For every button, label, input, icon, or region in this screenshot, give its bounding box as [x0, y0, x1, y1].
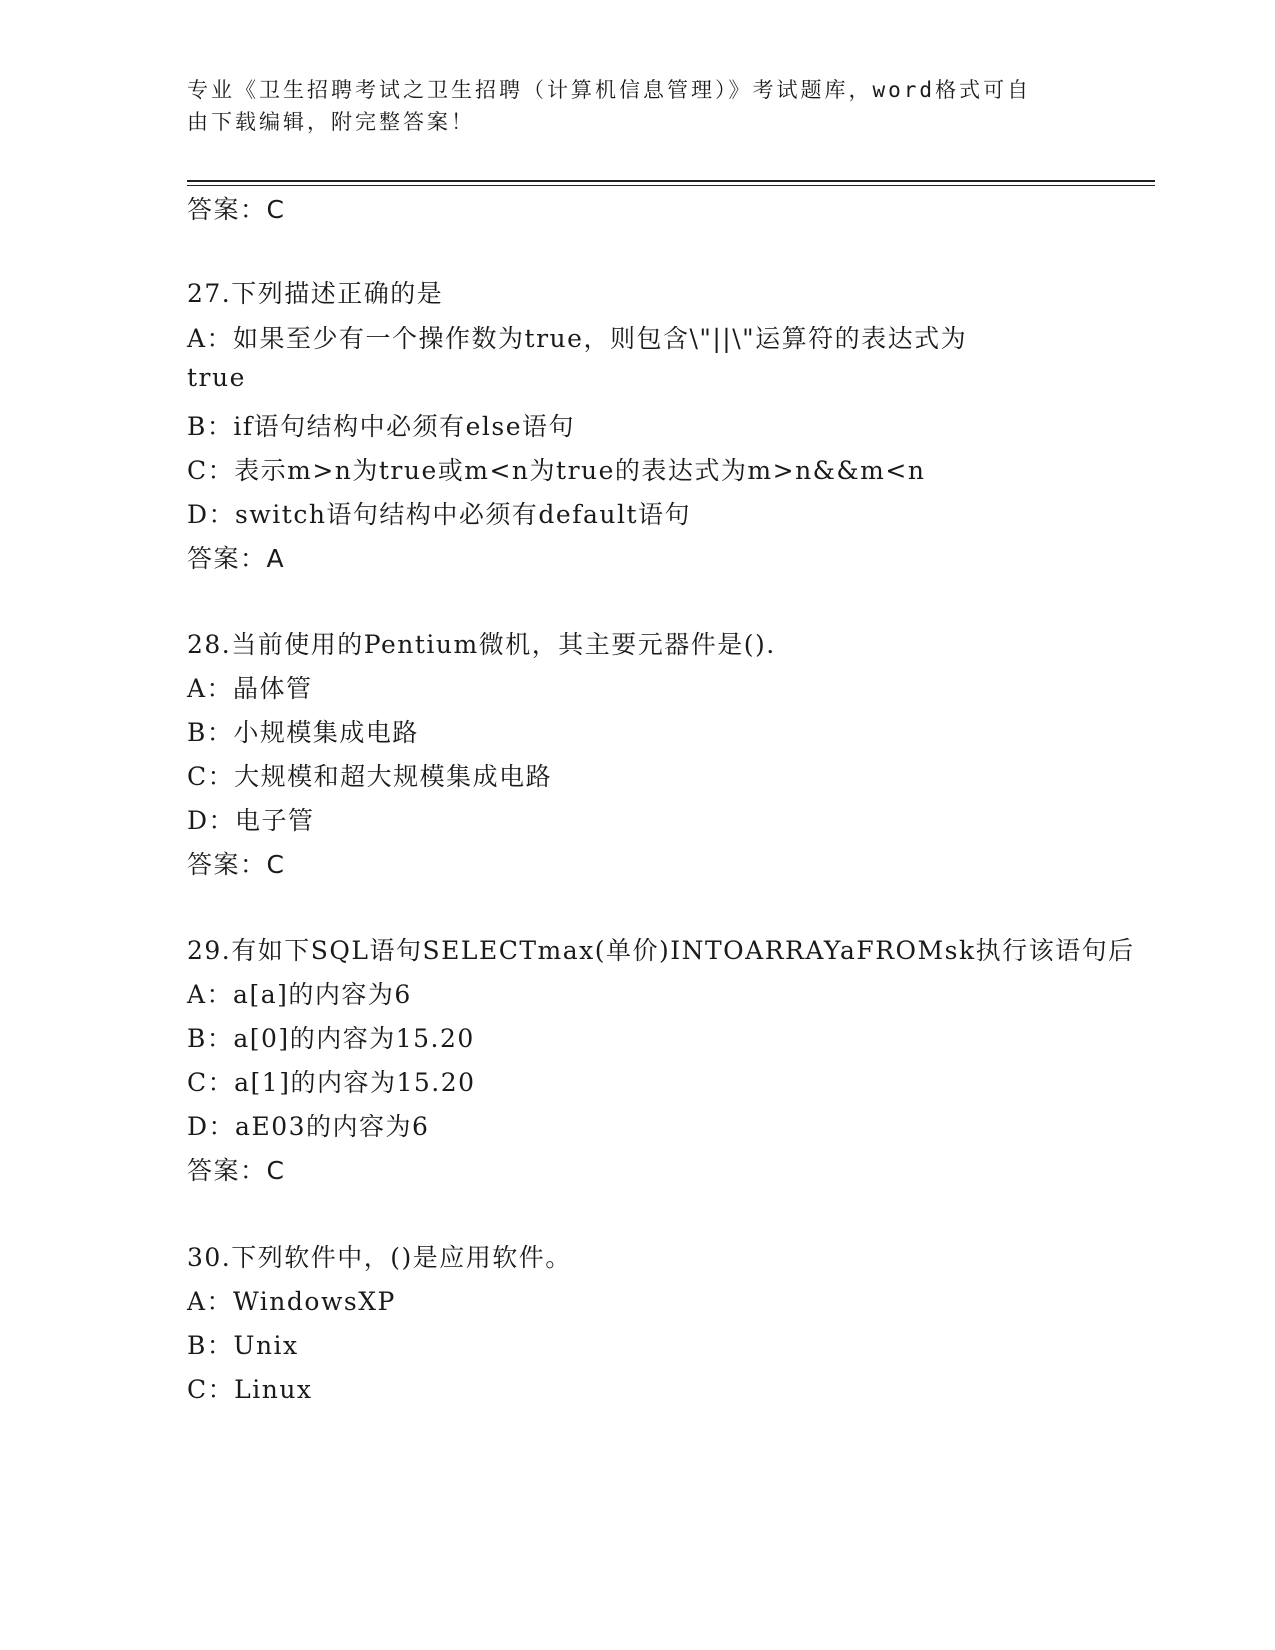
question-27-text: 27.下列描述正确的是 — [187, 279, 444, 308]
header-divider-thick — [187, 180, 1155, 182]
question-28-option-a: A：晶体管 — [187, 674, 313, 703]
header-line-1: 专业《卫生招聘考试之卫生招聘（计算机信息管理）》考试题库，word格式可自 — [187, 78, 1032, 102]
question-28-option-d: D：电子管 — [187, 806, 315, 835]
header-line-2: 由下载编辑，附完整答案！ — [187, 110, 475, 134]
question-30-option-b: B：Unix — [187, 1331, 299, 1360]
question-28-option-c: C：大规模和超大规模集成电路 — [187, 762, 553, 791]
question-28-text: 28.当前使用的Pentium微机，其主要元器件是(). — [187, 630, 776, 659]
question-30-option-c: C：Linux — [187, 1375, 313, 1404]
question-30-option-a: A：WindowsXP — [187, 1287, 396, 1316]
question-27-option-b: B：if语句结构中必须有else语句 — [187, 412, 576, 441]
question-27-answer: 答案：A — [187, 544, 286, 573]
question-28-option-b: B：小规模集成电路 — [187, 718, 419, 747]
question-30-text: 30.下列软件中，()是应用软件。 — [187, 1243, 572, 1272]
question-27-option-a: A：如果至少有一个操作数为true，则包含\"||\"运算符的表达式为 — [187, 324, 968, 353]
question-29-text: 29.有如下SQL语句SELECTmax(单价)INTOARRAYaFROMsk执行该语句后 — [187, 936, 1135, 965]
question-29-option-a: A：a[a]的内容为6 — [187, 980, 412, 1009]
document-header — [187, 74, 1067, 138]
question-29-option-b: B：a[0]的内容为15.20 — [187, 1024, 475, 1053]
question-27-option-d: D：switch语句结构中必须有default语句 — [187, 500, 692, 529]
previous-answer: 答案：C — [187, 195, 286, 224]
question-27-option-c: C：表示m>n为true或m<n为true的表达式为m>n&&m<n — [187, 456, 926, 485]
question-28-answer: 答案：C — [187, 850, 286, 879]
header-divider-thin — [187, 185, 1155, 186]
question-29-option-d: D：aE03的内容为6 — [187, 1112, 430, 1141]
question-27-option-a-cont: true — [187, 363, 246, 392]
question-29-answer: 答案：C — [187, 1156, 286, 1185]
question-29-option-c: C：a[1]的内容为15.20 — [187, 1068, 476, 1097]
